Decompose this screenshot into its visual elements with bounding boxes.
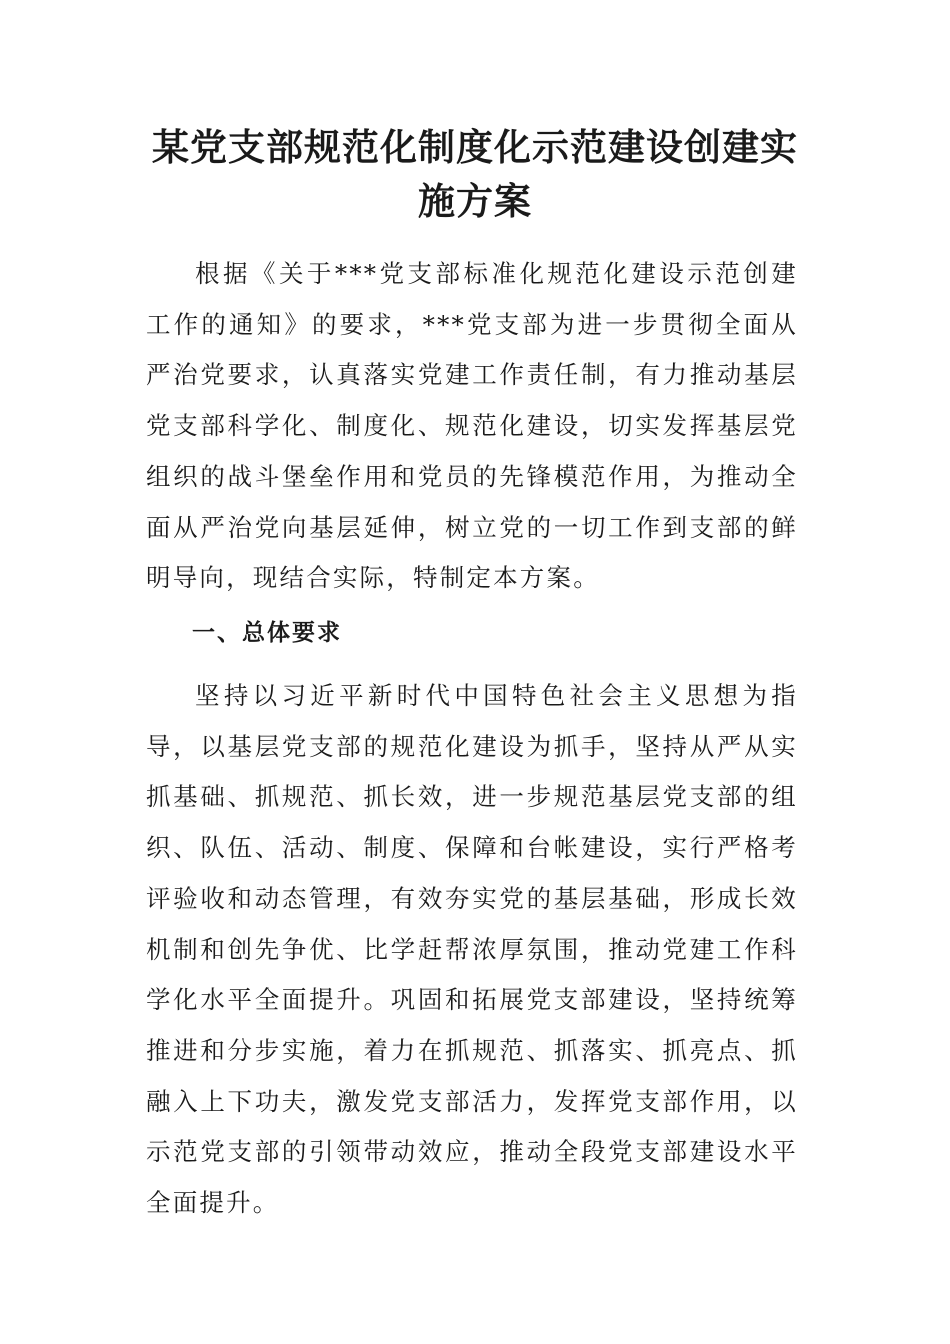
document-title: 某党支部规范化制度化示范建设创建实施方案 [152, 125, 798, 223]
section-heading-general-requirements: 一、总体要求 [192, 620, 342, 646]
section-paragraph-general-requirements: 坚持以习近平新时代中国特色社会主义思想为指导，以基层党支部的规范化建设为抓手，坚持从严从实抓基础、抓规范、抓长效，进一步规范基层党支部的组织、队伍、活动、制度、保障和台帐建设，实行严格考评验收和动态管理，有效夯实党的基层基础，形成长效机制和创先争优、比学赶帮浓厚氛围，推动党建工作科学化水平全面提升。巩固和拓展党支部建设，坚持统筹推进和分步实施，着力在抓规范、抓落实、抓亮点、抓融入上下功夫，激发党支部活力，发挥党支部作用，以示范党支部的引领带动效应，推动全段党支部建设水平全面提升。 [146, 681, 798, 1218]
intro-paragraph: 根据《关于***党支部标准化规范化建设示范创建工作的通知》的要求，***党支部为进一步贯彻全面从严治党要求，认真落实党建工作责任制，有力推动基层党支部科学化、制度化、规范化建设，切实发挥基层党组织的战斗堡垒作用和党员的先锋模范作用，为推动全面从严治党向基层延伸，树立党的一切工作到支部的鲜明导向，现结合实际，特制定本方案。 [146, 259, 798, 593]
